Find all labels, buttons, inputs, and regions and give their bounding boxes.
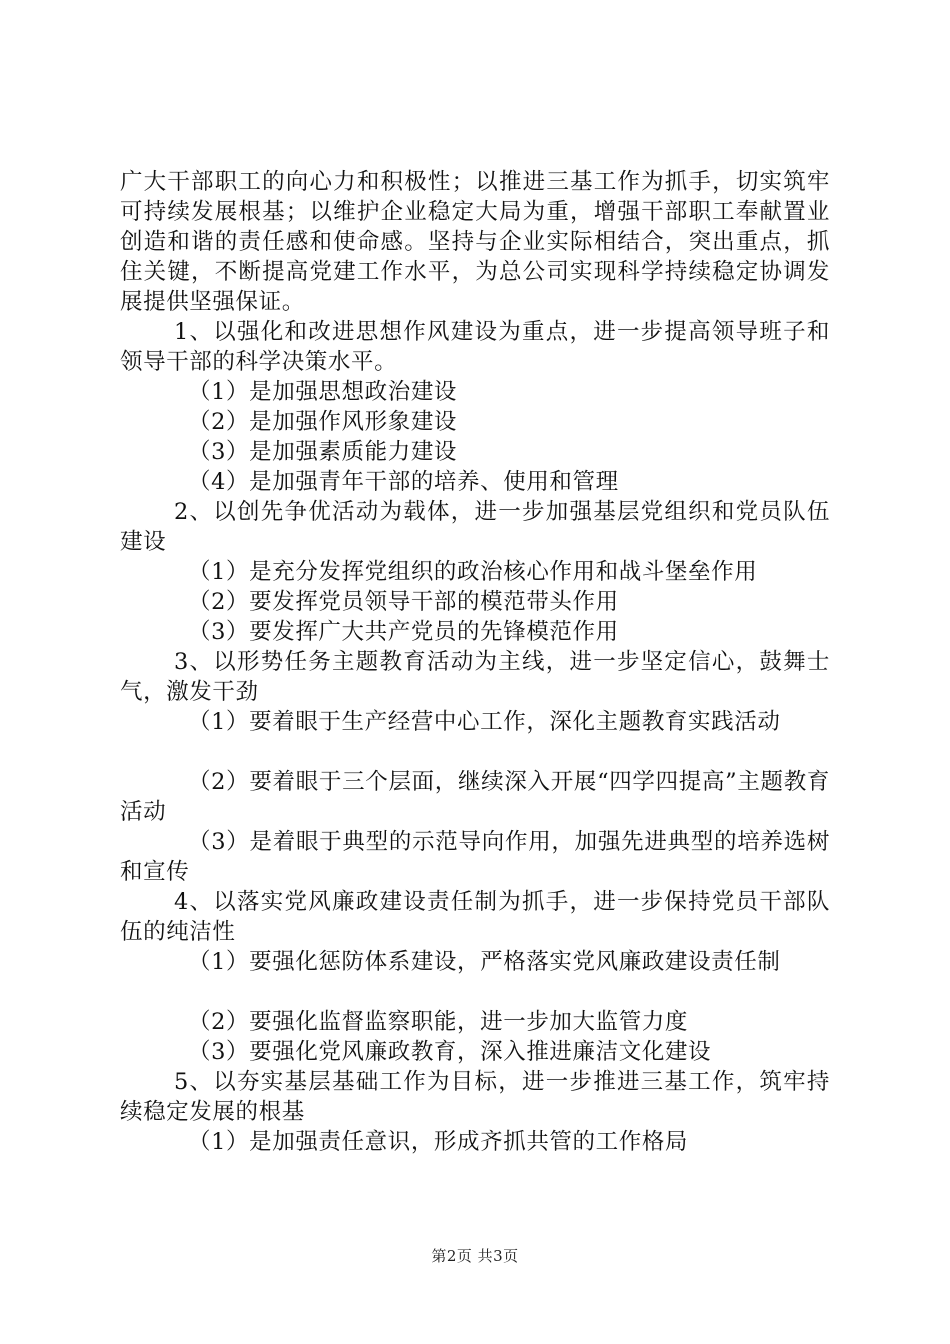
- section-4-item-2: （2）要强化监督监察职能，进一步加大监管力度: [188, 1009, 689, 1035]
- section-3-item-3: （3）是着眼于典型的示范导向作用，加强先进典型的培养选树和宣传: [120, 829, 830, 885]
- document-body: [120, 167, 830, 1157]
- section-4-item-1: （1）要强化惩防体系建设，严格落实党风廉政建设责任制: [188, 949, 781, 975]
- section-heading-1: 1、以强化和改进思想作风建设为重点，进一步提高领导班子和领导干部的科学决策水平。: [120, 319, 830, 375]
- section-heading-5: 5、以夯实基层基础工作为目标，进一步推进三基工作，筑牢持续稳定发展的根基: [120, 1069, 830, 1125]
- section-heading-3: 3、以形势任务主题教育活动为主线，进一步坚定信心，鼓舞士气，激发干劲: [120, 649, 830, 705]
- section-1-item-3: （3）是加强素质能力建设: [188, 439, 458, 465]
- section-2-item-1: （1）是充分发挥党组织的政治核心作用和战斗堡垒作用: [188, 559, 758, 585]
- section-1-item-4: （4）是加强青年干部的培养、使用和管理: [188, 469, 619, 495]
- section-2-item-2: （2）要发挥党员领导干部的模范带头作用: [188, 589, 619, 615]
- section-2-item-3: （3）要发挥广大共产党员的先锋模范作用: [188, 619, 619, 645]
- blank-line: [120, 977, 830, 1007]
- intro-paragraph: 广大干部职工的向心力和积极性；以推进三基工作为抓手，切实筑牢可持续发展根基；以维护企业稳定大局为重，增强干部职工奉献置业创造和谐的责任感和使命感。坚持与企业实际相结合，突出重点，抓住关键，不断提高党建工作水平，为总公司实现科学持续稳定协调发展提供坚强保证。: [120, 169, 830, 315]
- section-1-item-2: （2）是加强作风形象建设: [188, 409, 458, 435]
- section-1-item-1: （1）是加强思想政治建设: [188, 379, 458, 405]
- section-3-item-1: （1）要着眼于生产经营中心工作，深化主题教育实践活动: [188, 709, 781, 735]
- section-heading-4: 4、以落实党风廉政建设责任制为抓手，进一步保持党员干部队伍的纯洁性: [120, 889, 830, 945]
- section-heading-2: 2、以创先争优活动为载体，进一步加强基层党组织和党员队伍建设: [120, 499, 830, 555]
- section-3-item-2: （2）要着眼于三个层面，继续深入开展“四学四提高”主题教育活动: [120, 769, 830, 825]
- section-5-item-1: （1）是加强责任意识，形成齐抓共管的工作格局: [188, 1129, 689, 1155]
- page-footer: 第2页 共3页: [431, 1247, 519, 1265]
- blank-line: [120, 737, 830, 767]
- section-4-item-3: （3）要强化党风廉政教育，深入推进廉洁文化建设: [188, 1039, 712, 1065]
